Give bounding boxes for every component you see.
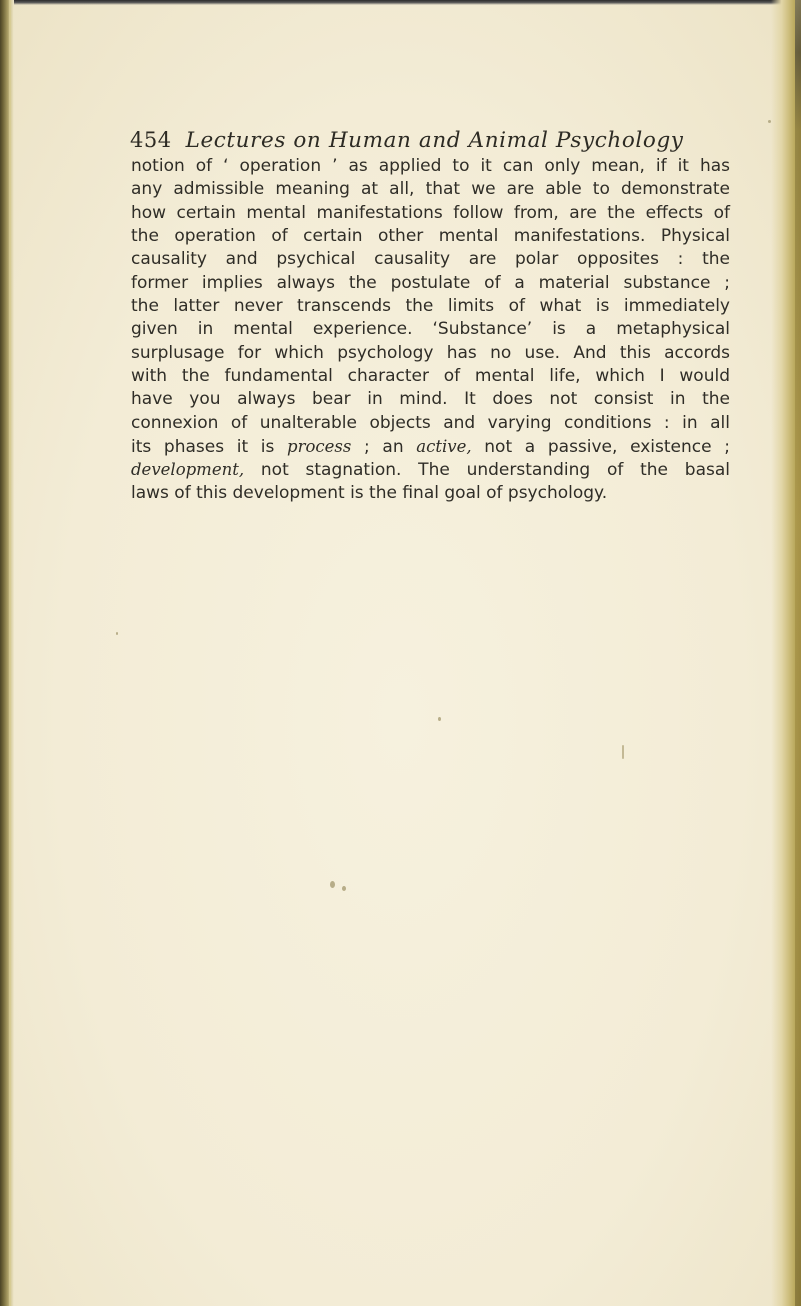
paper-speck <box>342 886 346 891</box>
text-segment: laws of this development is the final goal of psychology. <box>131 482 608 503</box>
text-segment: not a passive, existence ; <box>471 437 730 458</box>
text-segment: not stagnation. The understanding of the basal <box>244 460 730 481</box>
running-title: Lectures on Human and Animal Psychology <box>185 128 684 153</box>
text-segment: causality and psychical causality are polar opposites : the <box>131 249 730 270</box>
text-line <box>131 295 730 318</box>
text-line <box>131 365 730 388</box>
paper-speck <box>622 745 624 759</box>
body-paragraph <box>131 155 730 505</box>
page-number: 454 <box>130 128 172 152</box>
text-segment: given in mental experience. ‘Substance’ is a metaphysical <box>131 319 730 340</box>
text-line <box>131 342 730 365</box>
text-line <box>131 225 730 248</box>
text-line <box>131 155 730 178</box>
paper-speck <box>438 717 441 721</box>
paper-speck <box>768 120 771 123</box>
page-right-shadow <box>795 0 801 1306</box>
paper-speck <box>330 881 335 888</box>
text-segment: surplusage for which psychology has no use. And this accords <box>131 342 730 363</box>
text-line <box>131 202 730 225</box>
text-line <box>131 435 730 458</box>
text-line <box>131 412 730 435</box>
text-segment: with the fundamental character of mental life, which I would <box>131 366 730 387</box>
text-line <box>131 248 730 271</box>
binding-line <box>9 0 11 1306</box>
text-line <box>131 388 730 411</box>
text-line <box>131 178 730 201</box>
text-segment: notion of ‘ operation ’ as applied to it can only mean, if it has <box>131 156 730 176</box>
text-line <box>131 482 730 505</box>
text-line <box>131 458 730 481</box>
binding-edge <box>0 0 14 1306</box>
italic-text: development, <box>131 460 245 480</box>
text-segment: its phases it is <box>131 437 288 458</box>
text-line <box>131 318 730 341</box>
text-line <box>131 272 730 295</box>
text-segment: former implies always the postulate of a material substance ; <box>131 272 730 293</box>
text-segment: connexion of unalterable objects and varying conditions : in all <box>131 412 730 433</box>
text-segment: the latter never transcends the limits of what is immediately <box>131 296 730 317</box>
text-segment: have you always bear in mind. It does not consist in the <box>131 389 730 410</box>
text-segment: ; an <box>351 437 417 458</box>
paper-speck <box>116 632 118 635</box>
text-segment: how certain mental manifestations follow from, are the effects of <box>131 202 730 223</box>
italic-text: active, <box>416 437 472 457</box>
text-segment: the operation of certain other mental manifestations. Physical <box>131 226 730 247</box>
page-top-edge <box>0 0 801 5</box>
text-segment: any admissible meaning at all, that we are able to demonstrate <box>131 179 730 200</box>
italic-text: process <box>287 437 352 457</box>
